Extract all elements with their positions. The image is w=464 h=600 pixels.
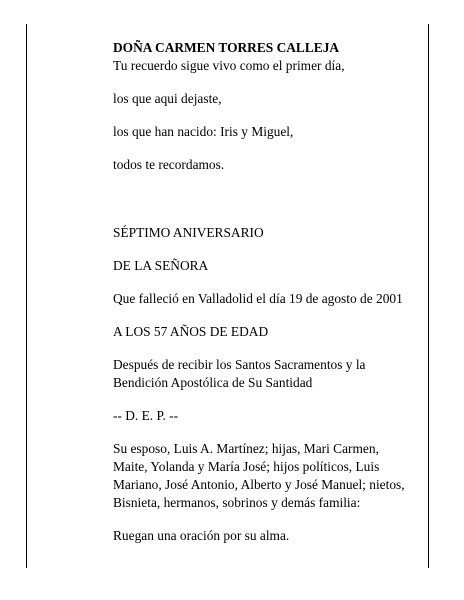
sacraments-text: Después de recibir los Santos Sacramentos y la Bendición Apostólica de Su Santidad: [113, 357, 366, 390]
rip-line: -- D. E. P. --: [113, 408, 179, 423]
verse-line-4: todos te recordamos.: [113, 157, 225, 172]
obituary-notice: [113, 39, 413, 545]
prayer-request: Ruegan una oración por su alma.: [113, 528, 290, 543]
age-line: A LOS 57 AÑOS DE EDAD: [113, 324, 269, 339]
death-info: Que falleció en Valladolid el día 19 de agosto de 2001: [113, 291, 403, 306]
family-list: Su esposo, Luis A. Martínez; hijas, Mari Carmen, Maite, Yolanda y María José; hijos políticos, Luis Mariano, José Antonio, Alberto y José Manuel; nietos, Bisnieta, hermanos, sobrinos y demás familia:: [113, 441, 405, 510]
verse-line-1: Tu recuerdo sigue vivo como el primer día,: [113, 58, 345, 73]
page-border-left: [26, 24, 27, 568]
title-line: DE LA SEÑORA: [113, 258, 209, 273]
page-border-right: [428, 24, 429, 568]
anniversary-heading: SÉPTIMO ANIVERSARIO: [113, 225, 264, 240]
deceased-name: DOÑA CARMEN TORRES CALLEJA: [113, 40, 340, 55]
verse-line-3: los que han nacido: Iris y Miguel,: [113, 124, 294, 139]
verse-line-2: los que aqui dejaste,: [113, 91, 222, 106]
